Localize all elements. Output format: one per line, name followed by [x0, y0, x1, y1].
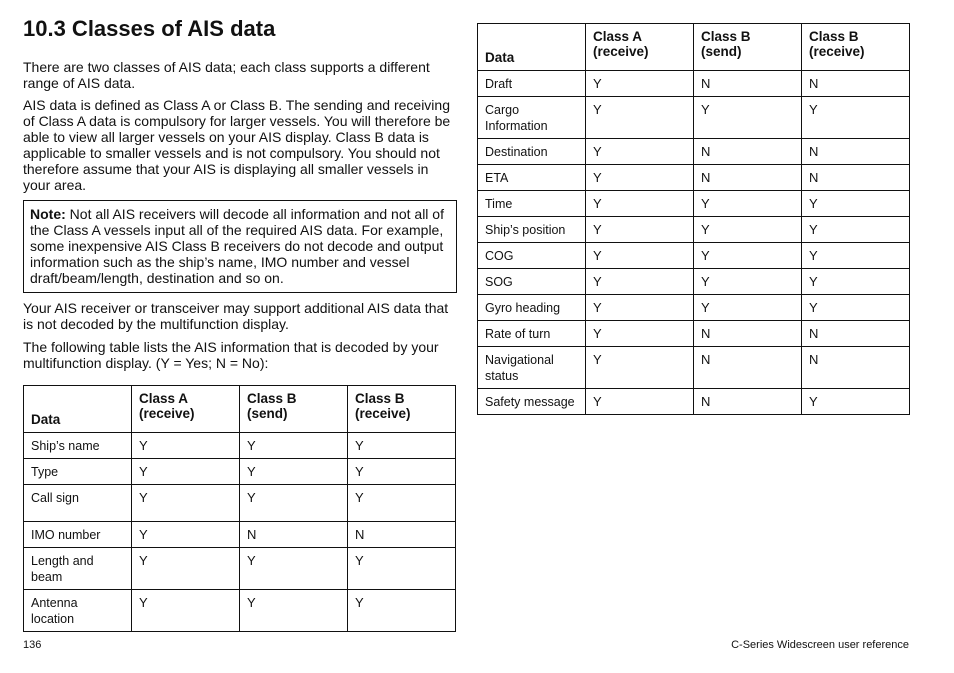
value-cell: Y: [132, 548, 240, 590]
table-row: [24, 522, 456, 548]
value-cell: Y: [694, 269, 802, 295]
header-class-b-send: Class B (send): [694, 24, 802, 71]
table-row: [478, 347, 910, 389]
value-cell: Y: [586, 139, 694, 165]
value-cell: Y: [240, 433, 348, 459]
page-title: 10.3 Classes of AIS data: [23, 16, 276, 41]
value-cell: Y: [694, 295, 802, 321]
data-field-cell: SOG: [478, 269, 586, 295]
value-cell: N: [694, 71, 802, 97]
value-cell: Y: [132, 433, 240, 459]
data-field-cell: ETA: [478, 165, 586, 191]
table-row: [478, 389, 910, 415]
value-cell: N: [694, 139, 802, 165]
data-field-cell: Navigational status: [478, 347, 586, 389]
value-cell: N: [802, 139, 910, 165]
table-row: [478, 295, 910, 321]
data-field-cell: Time: [478, 191, 586, 217]
table-row: [478, 321, 910, 347]
value-cell: N: [694, 165, 802, 191]
value-cell: Y: [348, 433, 456, 459]
table-row: [24, 433, 456, 459]
value-cell: N: [802, 165, 910, 191]
value-cell: Y: [586, 165, 694, 191]
table-body-left: [24, 433, 456, 632]
note-text: Not all AIS receivers will decode all information and not all of the Class A vessels input all of the required AIS data. For example, some inexpensive AIS Class B receivers do not decode and output information such as the ship’s name, IMO number and vessel draft/beam/length, destination and so on.: [30, 206, 444, 286]
data-field-cell: Call sign: [24, 485, 132, 522]
value-cell: N: [348, 522, 456, 548]
note-box: [23, 200, 457, 293]
value-cell: Y: [586, 217, 694, 243]
value-cell: N: [240, 522, 348, 548]
data-field-cell: Gyro heading: [478, 295, 586, 321]
data-field-cell: IMO number: [24, 522, 132, 548]
value-cell: Y: [348, 590, 456, 632]
value-cell: Y: [240, 459, 348, 485]
value-cell: Y: [802, 269, 910, 295]
data-field-cell: Draft: [478, 71, 586, 97]
additional-data-paragraph: Your AIS receiver or transceiver may support additional AIS data that is not decoded by the multifunction display.: [23, 300, 449, 332]
value-cell: Y: [586, 97, 694, 139]
value-cell: Y: [586, 347, 694, 389]
value-cell: Y: [802, 243, 910, 269]
value-cell: Y: [694, 191, 802, 217]
value-cell: N: [694, 389, 802, 415]
value-cell: Y: [802, 97, 910, 139]
value-cell: Y: [694, 217, 802, 243]
header-class-a-receive: Class A (receive): [132, 386, 240, 433]
document-title: C-Series Widescreen user reference: [731, 639, 909, 651]
value-cell: Y: [802, 389, 910, 415]
note-label: Note:: [30, 206, 66, 222]
value-cell: Y: [694, 97, 802, 139]
data-field-cell: Ship’s position: [478, 217, 586, 243]
header-class-b-receive: Class B (receive): [802, 24, 910, 71]
value-cell: Y: [240, 548, 348, 590]
value-cell: Y: [348, 548, 456, 590]
table-row: [24, 590, 456, 632]
table-row: [24, 548, 456, 590]
value-cell: N: [802, 71, 910, 97]
table-row: [478, 165, 910, 191]
value-cell: Y: [802, 217, 910, 243]
header-class-a-receive: Class A (receive): [586, 24, 694, 71]
data-field-cell: COG: [478, 243, 586, 269]
ais-data-table-right: [477, 23, 910, 415]
table-row: [478, 191, 910, 217]
value-cell: N: [802, 347, 910, 389]
data-field-cell: Safety message: [478, 389, 586, 415]
header-data: Data: [478, 24, 586, 71]
table-row: [24, 485, 456, 522]
table-header-row: [478, 24, 910, 71]
value-cell: Y: [132, 590, 240, 632]
value-cell: Y: [348, 459, 456, 485]
table-row: [478, 217, 910, 243]
data-field-cell: Type: [24, 459, 132, 485]
intro-paragraph: There are two classes of AIS data; each class supports a different range of AIS data.: [23, 59, 430, 91]
data-field-cell: Cargo Information: [478, 97, 586, 139]
value-cell: Y: [802, 191, 910, 217]
data-field-cell: Ship’s name: [24, 433, 132, 459]
table-row: [478, 269, 910, 295]
table-row: [478, 139, 910, 165]
value-cell: Y: [586, 389, 694, 415]
table-row: [24, 459, 456, 485]
value-cell: Y: [132, 522, 240, 548]
data-field-cell: Rate of turn: [478, 321, 586, 347]
value-cell: Y: [240, 485, 348, 522]
value-cell: N: [802, 321, 910, 347]
page-number: 136: [23, 639, 42, 651]
value-cell: Y: [586, 191, 694, 217]
table-header-row: [24, 386, 456, 433]
value-cell: Y: [802, 295, 910, 321]
header-data: Data: [24, 386, 132, 433]
value-cell: Y: [586, 321, 694, 347]
table-body-right: [478, 71, 910, 415]
value-cell: Y: [132, 485, 240, 522]
data-field-cell: Length and beam: [24, 548, 132, 590]
value-cell: Y: [586, 243, 694, 269]
value-cell: Y: [348, 485, 456, 522]
value-cell: Y: [586, 295, 694, 321]
header-class-b-send: Class B (send): [240, 386, 348, 433]
value-cell: Y: [586, 71, 694, 97]
value-cell: Y: [586, 269, 694, 295]
value-cell: Y: [132, 459, 240, 485]
ais-data-table-left: [23, 385, 456, 632]
data-field-cell: Antenna location: [24, 590, 132, 632]
value-cell: Y: [240, 590, 348, 632]
table-intro-paragraph: The following table lists the AIS information that is decoded by your multifunction display. (Y = Yes; N = No):: [23, 339, 439, 371]
table-row: [478, 243, 910, 269]
header-class-b-receive: Class B (receive): [348, 386, 456, 433]
table-row: [478, 71, 910, 97]
data-field-cell: Destination: [478, 139, 586, 165]
value-cell: N: [694, 347, 802, 389]
table-row: [478, 97, 910, 139]
value-cell: Y: [694, 243, 802, 269]
value-cell: N: [694, 321, 802, 347]
definition-paragraph: AIS data is defined as Class A or Class B. The sending and receiving of Class A data is compulsory for larger vessels. You will therefore be able to view all larger vessels on your AIS display. Class B data is applicable to smaller vessels and is not compulsory. You should not therefore assume that your AIS is displaying all smaller vessels in your area.: [23, 97, 451, 193]
